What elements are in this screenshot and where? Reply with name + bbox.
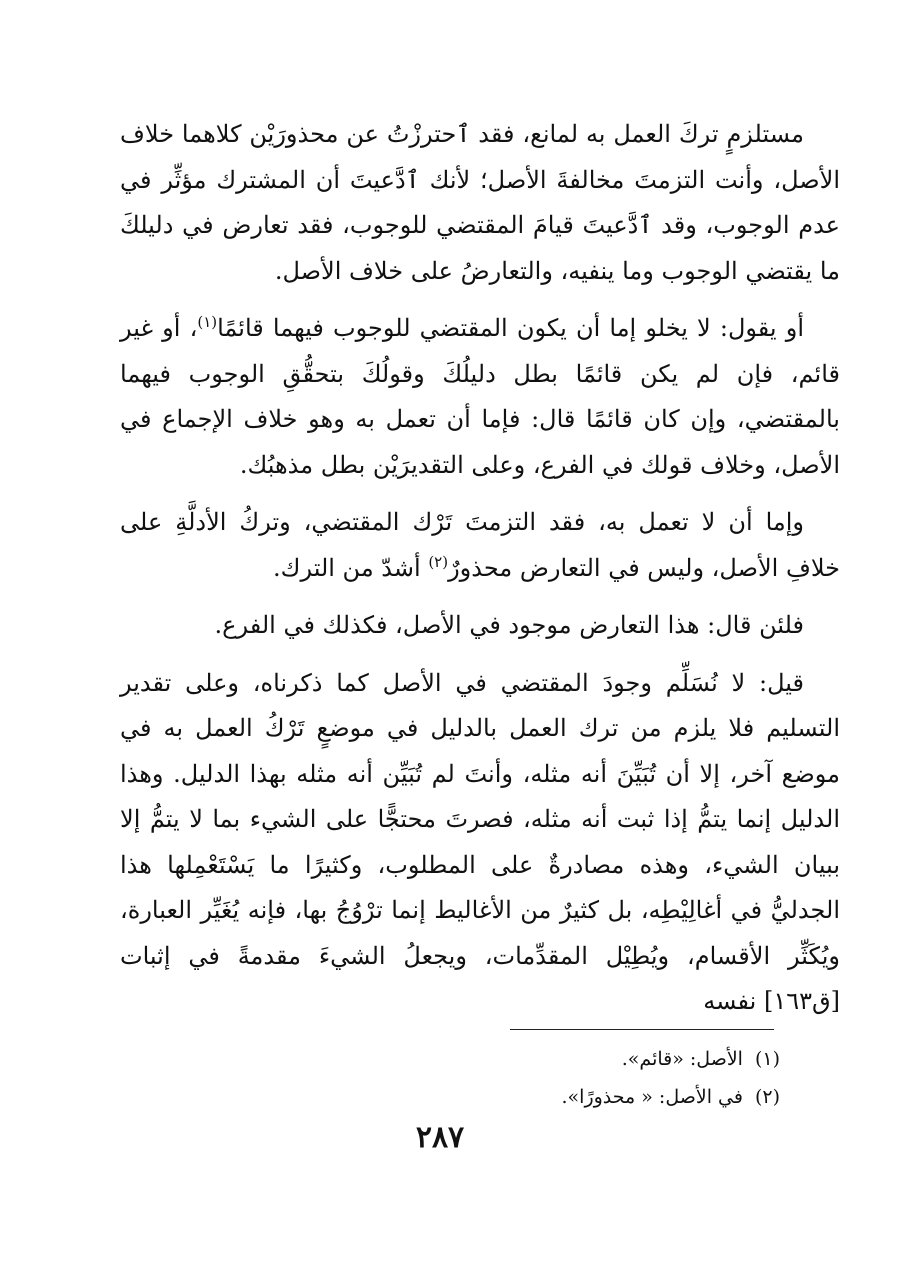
paragraph-2 — [120, 306, 840, 488]
footnote-1 — [300, 1040, 780, 1078]
footnote-2-number: (٢) — [754, 1086, 780, 1108]
paragraph-3-start: وإما أن لا تعمل به، فقد التزمتَ تَرْك المقتضي، وتركُ الأدلَّةِ على خلافِ الأصل، وليس في التعارض محذورٌ — [120, 508, 840, 582]
footnotes — [300, 1040, 780, 1116]
footnote-ref-1[interactable]: (١) — [197, 313, 218, 331]
paragraph-2-start: أو يقول: لا يخلو إما أن يكون المقتضي للوجوب فيهما قائمًا — [217, 314, 804, 342]
footnote-1-text: الأصل: «قائم». — [621, 1048, 743, 1070]
paragraph-4: فلئن قال: هذا التعارض موجود في الأصل، فكذلك في الفرع. — [214, 611, 804, 639]
paragraph-2-end: ، أو غير قائم، فإن لم يكن قائمًا بطل دليلُكَ وقولُكَ بتحقُّقِ الوجوب فيهما بالمقتضي، — [120, 314, 840, 433]
paragraph-1: مستلزمٍ تركَ العمل به لمانع، فقد ٱحترزْتُ عن محذورَيْن كلاهما خلاف الأصل، وأنت التزمتَ مخالفةَ الأصل؛ لأنك ٱدَّعيتَ أن المشترك مؤثِّر في عدم الوجوب، وقد ٱدَّعيتَ قيامَ المقتضي للوجوب، فقد تعارض في دليلكَ ما يقتضي الوجوب وما ينفيه، والتعارضُ على خلاف الأصل. — [120, 120, 840, 285]
footnote-divider — [510, 1029, 774, 1030]
footnote-2-text: في الأصل: « محذورًا». — [561, 1086, 743, 1108]
paragraph-3 — [120, 500, 840, 591]
page-number: ٢٨٧ — [415, 1120, 465, 1155]
footnote-ref-2[interactable]: (٢) — [428, 552, 449, 571]
paragraph-5: قيل: لا نُسَلِّم وجودَ المقتضي في الأصل كما ذكرناه، وعلى تقدير التسليم فلا يلزم من ترك العمل بالدليل في موضعٍ تَرْكُ العمل به في موضع آخر، إلا أن تُبَيِّنَ أنه مثله، وأنتَ لم تُبَيِّن أنه مثله بهذا الدليل. وهذا الدليل إنما يتمُّ إذا ثبت أنه مثله، فصرتَ محتجًّا على الشيء بما لا يتمُّ إلا ببيان الشيء، وهذه مصادرةٌ على المطلوب، وكثيرًا ما يَسْتَعْمِلها هذا الجدليُّ في أغالِيْطِه، بل كثيرٌ من الأغاليط إنما ترْوُجُ بها، فإنه يُغَيِّر العبارة، ويُكَثِّر الأقسام، ويُطِيْل المقدِّمات، ويجعلُ الشيءَ مقدمةً في إثبات [ق١٦٣] نفسه — [120, 668, 840, 1015]
paragraph-2-continued: وإن كان قائمًا قال: فإما أن تعمل به وهو خلاف الإجماع في الأصل، وخلاف قولك في الفرع، وعلى التقديرَيْن بطل مذهبُك. — [120, 405, 840, 479]
paragraph-3-end: أشدّ من الترك. — [273, 553, 429, 582]
footnote-2 — [300, 1078, 780, 1116]
main-text — [120, 112, 840, 1037]
footnote-1-number: (١) — [754, 1048, 780, 1070]
